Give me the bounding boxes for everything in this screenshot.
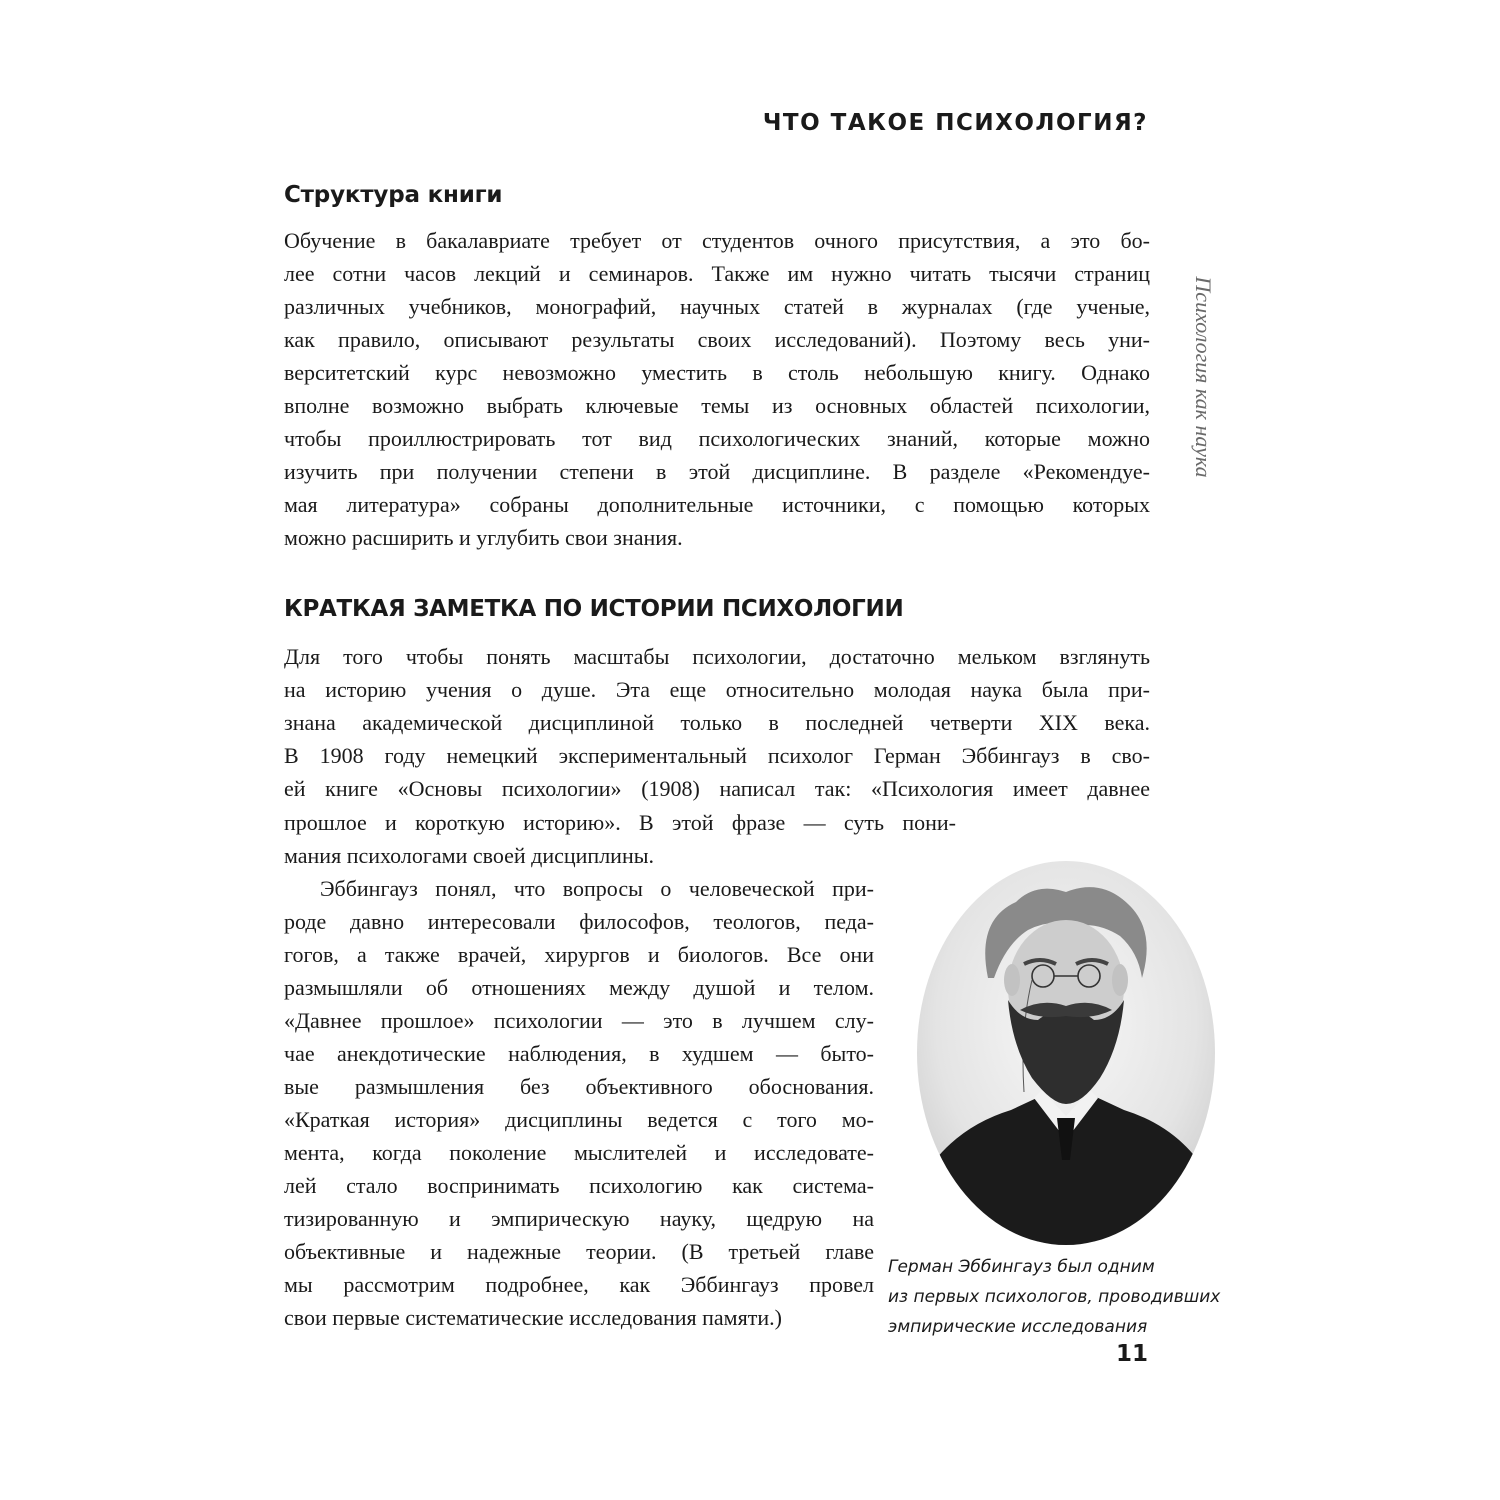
text-line: Эббингауз понял, что вопросы о человеческой при- xyxy=(320,876,874,901)
text-line: мента, когда поколение мыслителей и исследовате- xyxy=(284,1140,874,1165)
text-line: на историю учения о душе. Эта еще относительно молодая наука была при- xyxy=(284,677,1150,702)
running-head: ЧТО ТАКОЕ ПСИХОЛОГИЯ? xyxy=(762,110,1148,136)
text-line: размышляли об отношениях между душой и телом. xyxy=(284,975,874,1000)
paragraph-history-1 xyxy=(284,640,1150,805)
paragraph-history-2 xyxy=(284,872,874,1334)
text-line: ей книге «Основы психологии» (1908) написал так: «Психология имеет давнее xyxy=(284,776,1150,801)
text-line: различных учебников, монографий, научных статей в журналах (где ученые, xyxy=(284,294,1150,319)
text-line: прошлое и короткую историю». В этой фразе — суть пони- xyxy=(284,810,956,835)
figure-caption xyxy=(888,1252,1221,1342)
text-line: мая литература» собраны дополнительные источники, с помощью которых xyxy=(284,492,1150,517)
paragraph-book-structure xyxy=(284,224,1150,554)
caption-line: из первых психологов, проводивших xyxy=(888,1287,1221,1307)
text-line: свои первые систематические исследования памяти.) xyxy=(284,1305,782,1330)
section-heading-history: КРАТКАЯ ЗАМЕТКА ПО ИСТОРИИ ПСИХОЛОГИИ xyxy=(284,596,904,622)
side-tab-label: Психология как наука xyxy=(1191,276,1216,478)
text-line: вые размышления без объективного обоснования. xyxy=(284,1074,874,1099)
text-line: тизированную и эмпирическую науку, щедрую на xyxy=(284,1206,874,1231)
caption-line: эмпирические исследования xyxy=(888,1317,1148,1337)
text-line: роде давно интересовали философов, теологов, педа- xyxy=(284,909,874,934)
text-line: гогов, а также врачей, хирургов и биологов. Все они xyxy=(284,942,874,967)
text-line: мы рассмотрим подробнее, как Эббингауз провел xyxy=(284,1272,874,1297)
text-line: изучить при получении степени в этой дисциплине. В разделе «Рекомендуе- xyxy=(284,459,1150,484)
text-line: мания психологами своей дисциплины. xyxy=(284,843,655,868)
text-line: «Краткая история» дисциплины ведется с того мо- xyxy=(284,1107,874,1132)
text-line: можно расширить и углубить свои знания. xyxy=(284,525,683,550)
caption-line: Герман Эббингауз был одним xyxy=(888,1257,1155,1277)
text-line: Обучение в бакалавриате требует от студентов очного присутствия, а это бо- xyxy=(284,228,1150,253)
text-line: «Давнее прошлое» психологии — это в лучшем слу- xyxy=(284,1008,874,1033)
section-heading-book-structure: Структура книги xyxy=(284,182,503,208)
text-line: лее сотни часов лекций и семинаров. Также им нужно читать тысячи страниц xyxy=(284,261,1150,286)
side-tab xyxy=(1178,272,1228,482)
paragraph-history-1-continued xyxy=(284,806,956,872)
text-line: как правило, описывают результаты своих исследований). Поэтому весь уни- xyxy=(284,327,1150,352)
text-line: Для того чтобы понять масштабы психологии, достаточно мельком взглянуть xyxy=(284,644,1150,669)
text-line: объективные и надежные теории. (В третьей главе xyxy=(284,1239,874,1264)
text-line: В 1908 году немецкий экспериментальный психолог Герман Эббингауз в сво- xyxy=(284,743,1150,768)
text-line: верситетский курс невозможно уместить в столь небольшую книгу. Однако xyxy=(284,360,1150,385)
text-line: знана академической дисциплиной только в последней четверти XIX века. xyxy=(284,710,1150,735)
portrait-photo xyxy=(916,860,1216,1246)
text-line: вполне возможно выбрать ключевые темы из основных областей психологии, xyxy=(284,393,1150,418)
text-line: чтобы проиллюстрировать тот вид психологических знаний, которые можно xyxy=(284,426,1150,451)
page-number: 11 xyxy=(1115,1341,1148,1367)
text-line: лей стало воспринимать психологию как система- xyxy=(284,1173,874,1198)
text-line: чае анекдотические наблюдения, в худшем — быто- xyxy=(284,1041,874,1066)
